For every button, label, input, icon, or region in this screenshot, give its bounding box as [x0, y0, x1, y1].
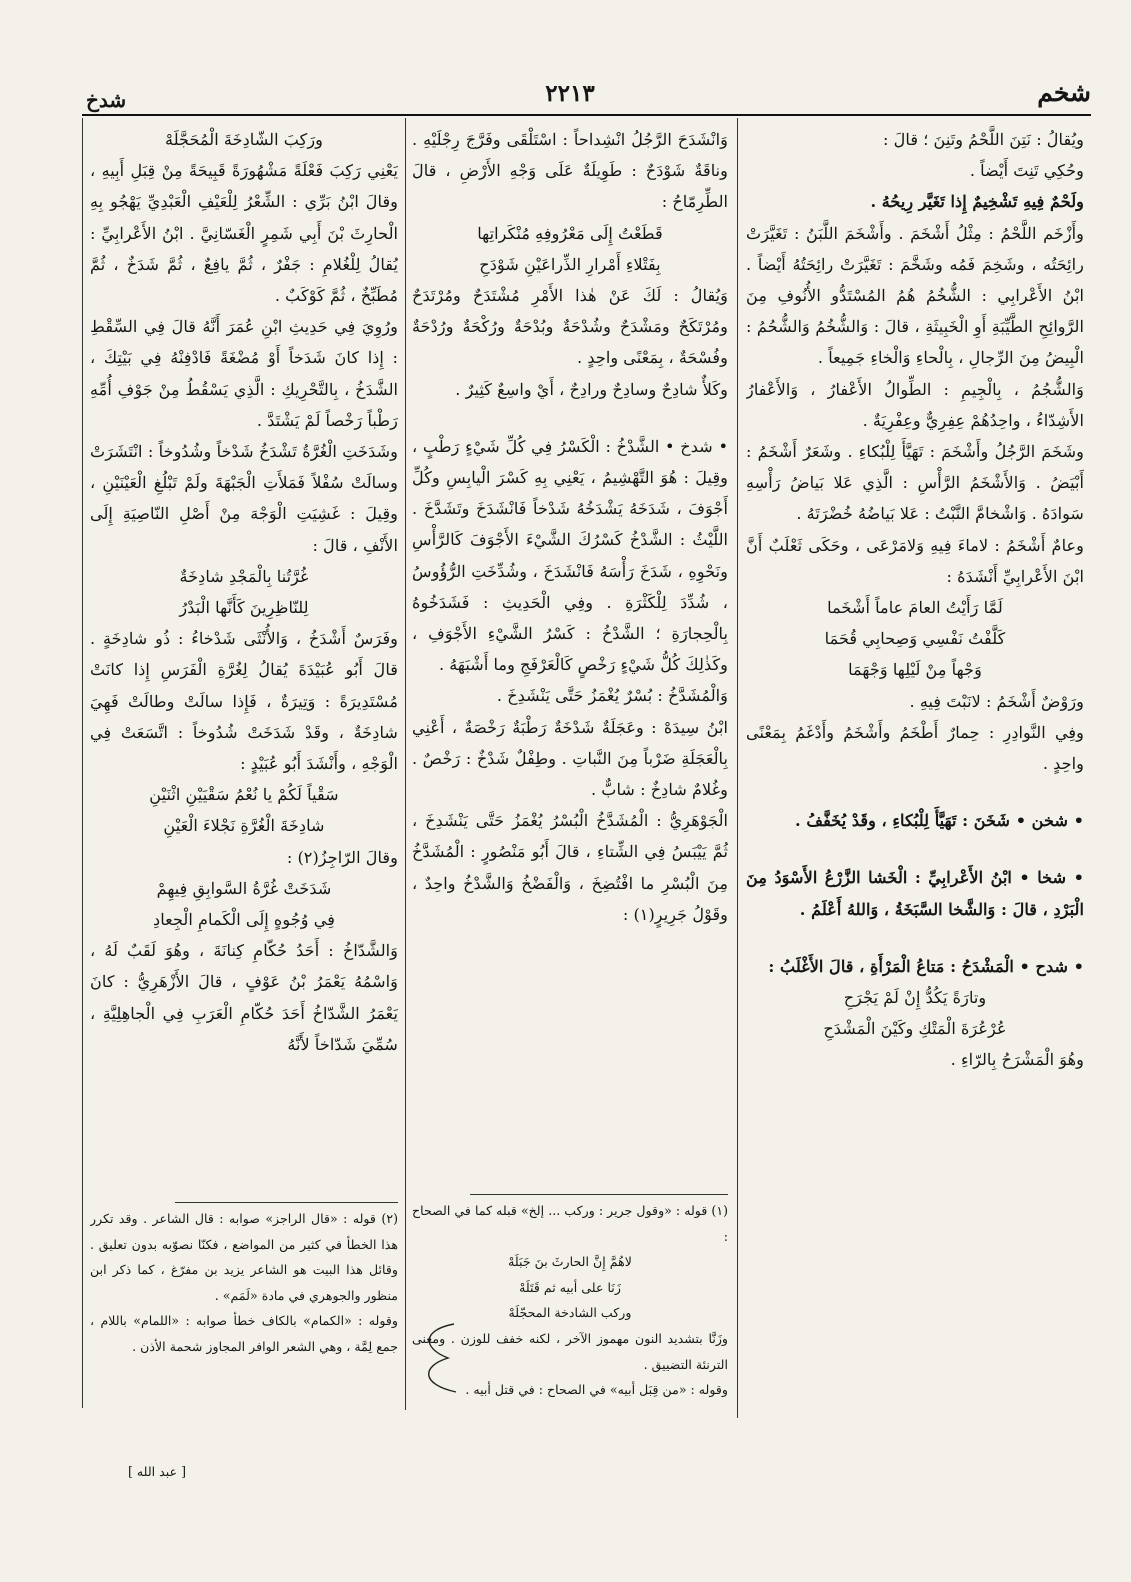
entry-paragraph: يَعْنِي رَكِبَ فَعْلَةً مَشْهُورَةً قَبِيحَةً مِنْ قِبَلِ أَبِيهِ ، وقالَ ابْنُ بَرِّي : الشِّعْرُ لِلْعَيْفِ الْعَبْدِيِّ يَهْجُو بِهِ الْحارِثَ بْنَ أَبِي شَمِرٍ الْغَسّانِيَّ . ابْنُ الأَعْرابِيِّ : يُقالُ لِلْغُلامِ : جَفْرٌ ، ثُمَّ يافِعٌ ، ثُمَّ شَدَخٌ ، ثُمَّ مُطَبِّخٌ ، ثُمَّ كَوْكَبٌ .	[90, 161, 398, 306]
verse-line: شَدَخَتْ غُرَّةُ السَّوابِقِ فِيهِمْ	[156, 878, 332, 898]
verse-line: كَلَّفْتُ نَفْسِي وَصِحابِي قُحَمَا	[824, 629, 1006, 649]
entry-paragraph: ورُوِيَ فِي حَدِيثِ ابْنِ عُمَرَ أَنَّهُ قالَ فِي السِّقْطِ : إِذا كانَ شَدَخاً أَوْ مُضْغَةً فَادْفِنْهُ فِي بَيْتِكَ ، الشَّدَخُ ، بِالتَّحْرِيكِ : الَّذِي يَسْقُطُ مِنْ جَوْفِ أُمِّهِ رَطْباً رَخْصاً لَمْ يَشْتَدَّ .	[90, 317, 398, 430]
verse-line: لَمَّا رَأَيْتُ العامَ عاماً أَشْخَما	[827, 598, 1003, 618]
entry-paragraph: وَالْمُشَدَّخُ : بُسْرٌ يُغْمَزُ حَتَّى يَنْشَدِخَ .	[496, 686, 728, 706]
paragraph-gap	[746, 836, 1084, 862]
footnote-paragraph: (١) قوله : «وقول جرير : وركب ... إلخ» قبله كما في الصحاح :	[412, 1203, 728, 1244]
column-divider-right	[737, 118, 738, 1418]
entry-paragraph: وقالَ الرّاجِزُ(٢) :	[286, 847, 398, 867]
footnote-paragraph: وقوله : «من قِبَل أبيه» في الصحاح : في قتل أبيه .	[465, 1382, 728, 1398]
verse-line: لاهُمَّ إِنَّ الحارثَ بنَ جَبَلَهْ	[508, 1254, 632, 1270]
entry-paragraph: وَالشُّجُمُ ، بِالْجِيمِ : الطِّوالُ الأَعْفارُ ، وَالأَعْفارُ الأَشِدّاءُ ، واحِدُهُمْ عِفِرِيٌّ وعِفْرِيَةٌ .	[746, 379, 1084, 430]
entry-paragraph: • شخن • شَخَنَ : تَهَيَّأَ لِلْبُكاءِ ، وقَدْ يُخَفَّفُ .	[795, 811, 1084, 831]
footnote-paragraph: (٢) قوله : «قال الراجز» صوابه : قال الشاعر . وقد تكرر هذا الخطأ في كثير من المواضع ، فكنّا نصوّبه بدون تعليق . وقائل هذا البيت هو الشاعر يزيد بن مفرّغ ، كما ذكر ابن منظور والجوهري في مادة «لَمَم» .	[90, 1211, 398, 1303]
handwritten-bracket-mark	[392, 1318, 472, 1398]
entry-paragraph: الْجَوْهَرِيُّ : الْمُشَدَّخُ الْبُسْرُ يُغْمَزُ حَتَّى يَنْشَدِخَ ، ثُمَّ يَيْبَسُ فِي الشِّتاءِ ، قالَ أَبُو مَنْصُورٍ : الْمُشَدَّخُ مِنَ الْبُسْرِ ما افْتُضِخَ ، وَالْفَضْخُ وَالشَّدْخُ واحِدٌ ، وقَوْلُ جَرِيرٍ(١) :	[412, 811, 728, 924]
footnote-rule-middle	[470, 1194, 728, 1195]
entry-paragraph: • شدح • الْمَشْدَحُ : مَتاعُ الْمَرْأَةِ ، قالَ الأَغْلَبُ :	[768, 956, 1084, 976]
footnote-rule-left	[175, 1202, 398, 1203]
entry-paragraph: وَيُقالُ : لَكَ عَنْ هٰذا الأَمْرِ مُشْتَدَحٌ ومُرْتَدَحٌ ومُرْتَكَحٌ ومَشْدَحٌ وشُدْحَةٌ وبُدْحَةٌ ورُكْحَةٌ ورُدْحَةٌ وفُسْحَةٌ ، بِمَعْنًى واحِدٍ .	[412, 286, 728, 368]
header-left-entry-word: شدخ	[86, 88, 127, 112]
signature-note: [ عبد الله ]	[128, 1464, 187, 1479]
verse-line: لِلنّاظِرِينَ كَأَنَّها الْبَدْرُ	[179, 598, 309, 618]
verse-line: وركب الشادخة المحجّلَهْ	[508, 1305, 632, 1321]
entry-paragraph: وشَدَخَتِ الْغُرَّةُ تَشْدَخُ شَدْخاً وشُدُوخاً : انْتَشَرَتْ وسالَتْ سُفْلاً فَمَلأَتِ الْجَبْهَةَ ولَمْ تَبْلُغِ الْعَيْنَيْنِ ، وقِيلَ : غَشِيَتِ الْوَجْهَ مِنْ أَصْلِ النّاصِيَةِ إِلَى الأَنْفِ ، قالَ :	[90, 442, 398, 555]
paragraph-gap	[412, 405, 728, 431]
entry-paragraph: وشَخَمَ الرَّجُلُ وأَشْخَمَ : تَهَيَّأَ لِلْبُكاءِ . وشَعَرٌ أَشْخَمُ : أَبْيَضُ . وَالأَشْخَمُ الرَّأْسِ : الَّذِي عَلا بَياضُ رَأْسِهِ سَوادَهُ . وَاشْخامَّ النَّبْتُ : عَلا بَياضُهُ خُضْرَتَهُ .	[746, 442, 1084, 524]
entry-paragraph: وعامٌ أَشْخَمُ : لاماءَ فِيهِ وَلامَرْعَى ، وحَكَى ثَعْلَبٌ أَنَّ ابْنَ الأَعْرابِيِّ أَنْشَدَهُ :	[746, 535, 1084, 586]
verse-line: شادِخَةَ الْغُرَّةِ نَجْلاءَ الْعَيْنِ	[163, 816, 325, 836]
verse-line: غُرَّتُنا بِالْمَجْدِ شادِخَةٌ	[179, 566, 309, 586]
entry-paragraph: وأَزْخَم اللَّحْمُ : مِثْلُ أَشْخَمَ . وأَشْخَمَ اللَّبَنُ : تَغَيَّرَتْ رائِحَتُه ، وشَخِمَ فَمُه وشَخَّمَ : تَغَيَّرَتْ رائِحَتُهُ أَيْضاً . ابْنُ الأَعْرابِي : الشُّخُمُ هُمُ المُسْتَدُّو الأُنُوفِ مِنَ الرَّوائِحِ الطَّيِّبَةِ أَوِ الْخَبِيثَةِ ، قالَ : وَالشُّخُمُ وَالشُّحُمُ : الْبِيضُ مِنَ الرِّجالِ ، بِالْحاءِ وَالْخاءِ جَمِيعاً .	[746, 223, 1084, 368]
verse-line: عُرْعُرَةَ الْمَتْكِ وكَيْنَ الْمَشْدَحِ	[823, 1019, 1007, 1039]
page-header	[0, 60, 1131, 120]
verse-line: سَقْياً لَكُمْ يا نُعْمُ سَقْيَيْنِ اثْنَيْنِ	[149, 785, 339, 805]
paragraph-gap	[746, 779, 1084, 805]
text-column-middle	[412, 124, 728, 1196]
verse-line: وتارَةً يَكُدُّ إِنْ لَمْ يَجْرَحِ	[843, 988, 987, 1008]
page-number: ٢٢١٣	[545, 80, 595, 107]
paragraph-gap	[746, 925, 1084, 951]
entry-paragraph: وكَلأٌ شادِحٌ وسادِحٌ ورادِحٌ ، أَيْ واسِعٌ كَثِيرٌ .	[455, 379, 728, 399]
entry-paragraph: ويُقالُ : نَتِنَ اللَّحْمُ وتَنِنَ ؛ قالَ :	[883, 130, 1084, 149]
footnote-paragraph: وقوله : «الكمام» بالكاف خطأ صوابه : «اللمام» باللام ، جمع لِمَّة ، وهي الشعر الوافر المجاوز شحمة الأذن .	[90, 1313, 398, 1354]
verse-line: ورَكِبَ الشّادِخَةَ الْمُحَجَّلَهْ	[165, 130, 323, 149]
text-column-left	[90, 124, 398, 1204]
header-right-entry-word: شخم	[1037, 78, 1091, 107]
entry-paragraph: وَالشَّدّاخُ : أَحَدُ حُكّامِ كِنانَةَ ، وهُوَ لَقَبٌ لَهُ ، وَاسْمُهُ يَعْمَرُ بْنُ عَوْفٍ ، قالَ الأَزْهَرِيُّ : كانَ يَعْمَرُ الشَّدّاخُ أَحَدَ حُكّامِ الْعَرَبِ فِي الْجاهِلِيَّةِ ، سُمِّيَ شَدّاخاً لأَنَّهُ	[90, 941, 398, 1054]
column-divider-outer	[82, 118, 83, 1408]
verse-line: وَجْهاً مِنْ لَيْلِها وَجْهَمَا	[848, 660, 982, 680]
entry-paragraph: وفَرَسٌ أَشْدَخُ ، وَالأُنْثَى شَدْخاءُ : ذُو شادِخَةٍ . قالَ أَبُو عُبَيْدَةَ يُقالُ لِغُرَّةِ الْفَرَسِ إِذا كانَتْ مُسْتَدِيرَةً : وَتِيرَةٌ ، فَإِذا سالَتْ وطالَتْ فَهِيَ شادِخَةٌ ، وقَدْ شَدَخَتْ شُدُوخاً : اتَّسَعَتْ فِي الْوَجْهِ ، وأَنْشَدَ أَبُو عُبَيْدٍ :	[90, 629, 398, 774]
entry-paragraph: وَانْشَدَحَ الرَّجُلُ انْشِداحاً : اسْتَلْقَى وفَرَّجَ رِجْلَيْهِ . وناقَةٌ شَوْدَحٌ : طَوِيلَةٌ عَلَى وَجْهِ الأَرْضِ ، قالَ الطِّرِمّاحُ :	[412, 130, 728, 212]
entry-paragraph: ورَوْضٌ أَشْخَمُ : لانَبْتَ فِيهِ .	[909, 691, 1084, 711]
header-rule	[82, 114, 1091, 116]
footnote-left	[90, 1206, 398, 1468]
verse-line: قَطَعْتُ إِلَى مَعْرُوفِهِ مُنْكَراتِها	[477, 223, 663, 243]
entry-paragraph: وحُكِي تَنِتَ أَيْضاً .	[969, 161, 1084, 181]
entry-paragraph: ابْنُ سِيدَهْ : وعَجَلَةٌ شَدْخَةٌ رَطْبَةٌ رَخْصَةٌ ، أَعْنِي بِالْعَجَلَةِ ضَرْباً مِنَ النَّباتِ . وطِفْلٌ شَدْخٌ : رَخْصٌ . وغُلامٌ شادِخٌ : شابٌّ .	[412, 717, 728, 800]
entry-paragraph: ولَحْمٌ فِيهِ تَشْخِيمٌ إِذا تَغَيَّر رِيحُهُ .	[870, 192, 1084, 212]
column-divider-left	[405, 118, 406, 1410]
entry-paragraph: وفِي النَّوادِرِ : حِمارٌ أَطْخَمُ وأَشْخَمُ وأَدْغَمُ بِمَعْنًى واحِدٍ .	[746, 722, 1084, 774]
footnote-paragraph: وزَنَّا بتشديد النون مهموز الآخر ، لكنه خفف للوزن . ومعنى الترنئة التضييق .	[412, 1330, 728, 1372]
entry-paragraph: • شدخ • الشَّدْخُ : الْكَسْرُ فِي كُلِّ شَيْءٍ رَطْبٍ ، وقِيلَ : هُوَ التَّهْشِيمُ ، يَعْنِي بِهِ كَسْرَ الْيابِسِ وكُلِّ أَجْوَفَ ، شَدَخَهُ يَشْدَخُهُ شَدْخاً فَانْشَدَخَ وتَشَدَّخَ . اللَّيْثُ : الشَّدْخُ كَسْرُكَ الشَّيْءَ الأَجْوَفَ كَالرَّأْسِ ونَحْوِهِ ، شَدَخَ رَأْسَهُ فَانْشَدَخَ ، وشُدِّخَتِ الرُّؤُوسُ ، شُدِّدَ لِلْكَثْرَةِ . وفِي الْحَدِيثِ : فَشَدَخُوهُ بِالْحِجارَةِ ؛ الشَّدْخُ : كَسْرُ الشَّيْءِ الأَجْوَفِ ، وكَذٰلِكَ كُلُّ شَيْءٍ رَخْصٍ كَالْعَرْفَجِ وما أَشْبَهَهُ .	[412, 436, 728, 675]
text-column-right	[746, 124, 1084, 1564]
verse-line: فِي وُجُوهٍ إِلَى الْكَمامِ الْجِعادِ	[153, 910, 335, 930]
verse-line: زَنَا على أبيه ثم قَتَلَهْ	[519, 1279, 621, 1295]
entry-paragraph: • شخا • ابْنُ الأَعْرابِيِّ : الْخَشا الزَّرْعُ الأَسْوَدُ مِنَ الْبَرْدِ ، قالَ : وَالشَّخا السَّبَخَةُ ، وَاللهُ أَعْلَمُ .	[746, 868, 1084, 919]
entry-paragraph: وهُوَ الْمَشْرَحُ بِالرّاءِ .	[950, 1050, 1084, 1070]
verse-line: بِفَتْلاءِ أَمْرارِ الذِّراعَيْنِ شَوْدَحِ	[479, 254, 661, 274]
